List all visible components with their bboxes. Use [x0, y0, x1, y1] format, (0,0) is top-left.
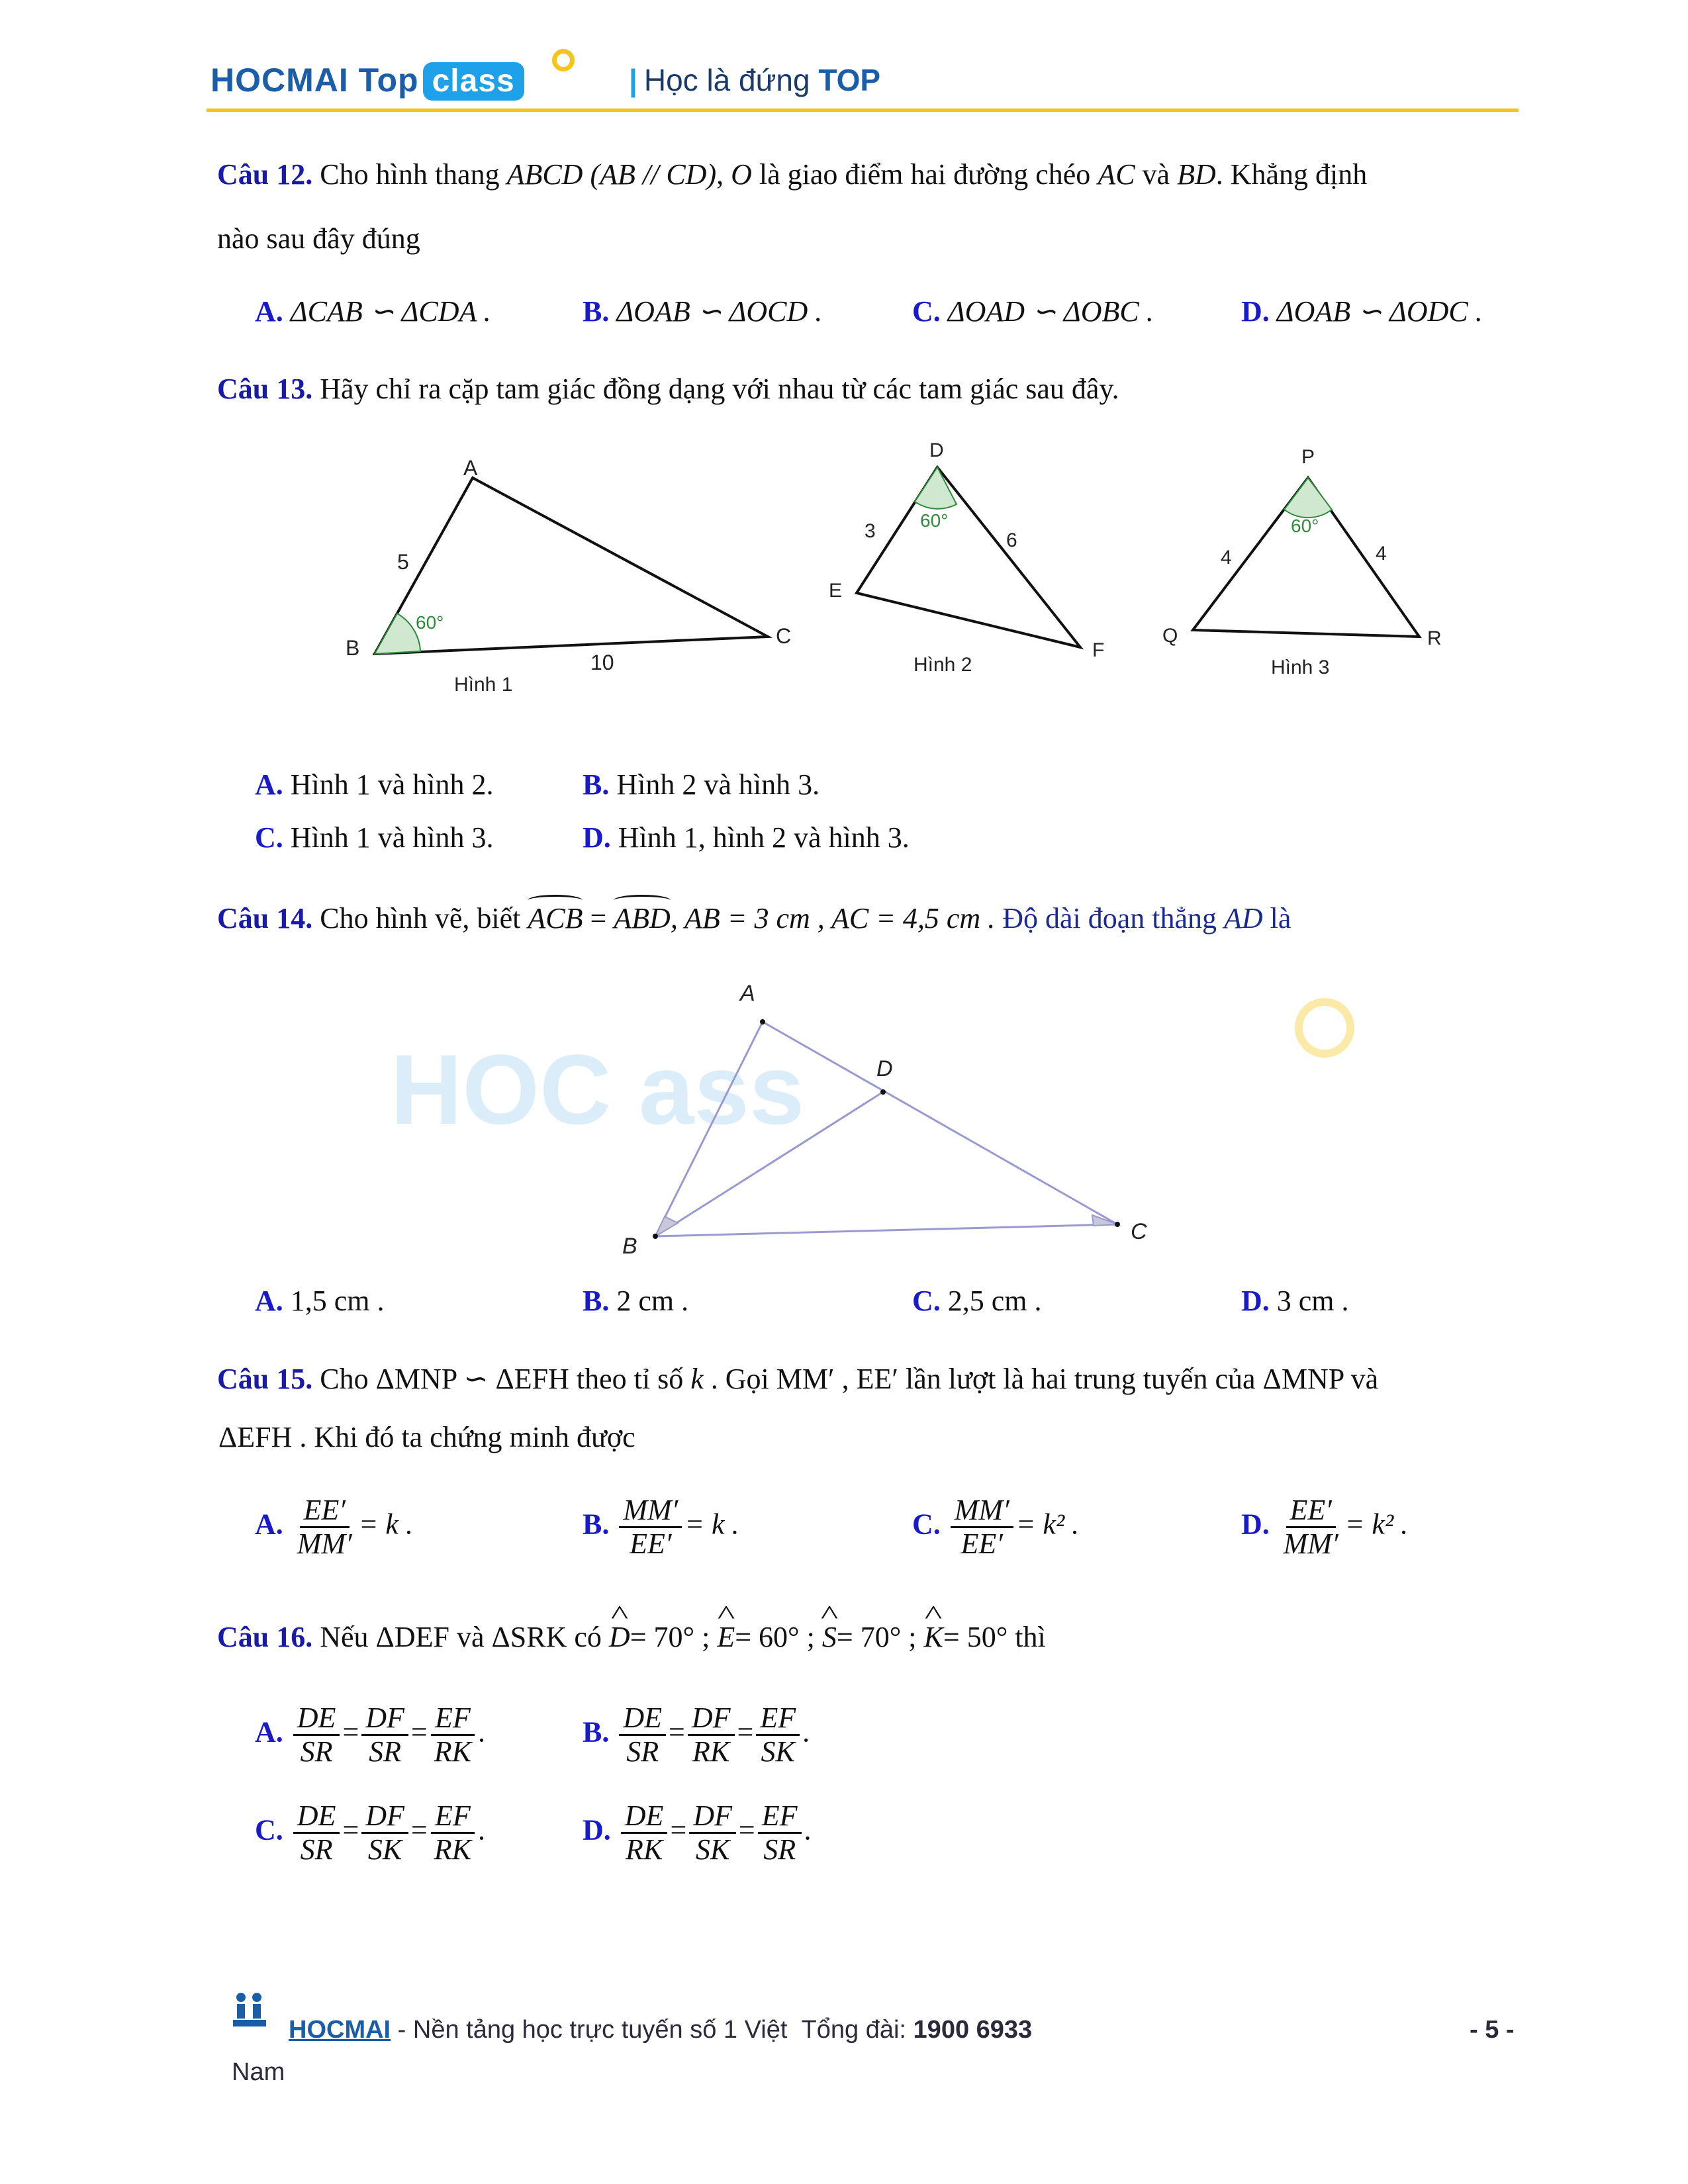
footer-logo-icon [232, 1991, 267, 2028]
watermark-sun-icon [1295, 998, 1354, 1058]
q16-angle-e: ^ E [717, 1619, 735, 1656]
q12-abcd: ABCD [506, 158, 583, 191]
fig1-label-c: C [776, 624, 792, 648]
point-d [880, 1089, 886, 1095]
footer-hotline: 1900 6933 [913, 2016, 1033, 2044]
q14-ad: AD [1224, 902, 1263, 934]
triangle-abc [655, 1022, 1117, 1236]
angle-d-marker [915, 467, 957, 509]
q14-label: Câu 14. [217, 902, 313, 934]
q12-paren: (AB // CD) [590, 158, 717, 191]
q14-option-c: C. 2,5 cm . [912, 1285, 1042, 1317]
q13-option-b: B. Hình 2 và hình 3. [583, 768, 820, 801]
tagline-highlight: TOP [818, 63, 881, 97]
footer-text: - Nền tảng học trực tuyến số 1 Việt [397, 2016, 788, 2044]
q16-label: Câu 16. [217, 1621, 313, 1653]
fig3-label-q: Q [1162, 625, 1178, 647]
q12-option-b: B. ΔOAB ∽ ΔOCD . [583, 295, 823, 328]
fig2-label-f: F [1092, 639, 1105, 661]
fig3-side-pq: 4 [1221, 547, 1232, 569]
figure-2 [829, 439, 1104, 676]
point-a [760, 1019, 765, 1024]
point-c [1115, 1222, 1120, 1227]
q15-k: k [690, 1363, 704, 1395]
point-b [653, 1234, 658, 1239]
q12-o: O [731, 158, 752, 191]
q13-option-d: D. Hình 1, hình 2 và hình 3. [583, 821, 910, 854]
logo-sun-icon [552, 49, 575, 71]
q14-angle-abd: ABD [614, 900, 671, 937]
angle-b-marker [375, 614, 420, 654]
q15-label: Câu 15. [217, 1363, 313, 1395]
q12-line2: nào sau đây đúng [217, 222, 420, 255]
fig14-label-a: A [740, 981, 755, 1006]
q16-text-b: thì [1015, 1621, 1046, 1653]
q15-option-c: C. $\frac{MM'}{EE'}$ = k² . [912, 1494, 1080, 1560]
fig3-caption: Hình 3 [1271, 657, 1330, 678]
fig1-label-a: A [463, 456, 478, 480]
q13-label: Câu 13. [217, 373, 313, 405]
q15-option-a: A. $\frac{EE'}{MM'}$ = k . [255, 1494, 413, 1560]
footer-hotline-label: Tổng đài: [801, 2016, 906, 2044]
q14-eq: = [590, 902, 607, 934]
figure-1 [346, 456, 791, 696]
fig2-angle: 60° [920, 510, 949, 531]
q12-and: và [1142, 158, 1170, 191]
q14-text-b: , AB = 3 cm , AC = 4,5 cm . [670, 902, 996, 934]
tagline-divider: | [629, 63, 637, 97]
q13-text: Hãy chỉ ra cặp tam giác đồng dạng với nhau từ các tam giác sau đây. [320, 373, 1119, 405]
q12-text-d: . Khẳng định [1215, 158, 1368, 191]
q15-line1 [217, 1361, 1378, 1398]
fig3-label-r: R [1427, 627, 1442, 649]
fig2-side-de: 3 [865, 520, 876, 542]
fig1-side-ab: 5 [397, 550, 409, 574]
q14-text-c: Độ dài đoạn thẳng [1002, 902, 1217, 934]
fig1-label-b: B [346, 636, 360, 660]
fig3-angle: 60° [1291, 516, 1319, 536]
segment-bd [655, 1092, 883, 1236]
q14-option-d: D. 3 cm . [1241, 1285, 1349, 1317]
fig2-side-df: 6 [1006, 529, 1017, 551]
q16-angle-s: ^ S [822, 1619, 837, 1656]
q16-option-c: C. $\frac{DE}{SR}$ = $\frac{DF}{SK}$ = $\frac{EF}{RK}$ . [255, 1799, 485, 1866]
q14-option-a: A. 1,5 cm . [255, 1285, 385, 1317]
q12-text-c: là giao điểm hai đường chéo [759, 158, 1091, 191]
logo-class: class [423, 62, 524, 101]
q12-line1 [217, 156, 1367, 193]
q16-option-a: A. $\frac{DE}{SR}$ = $\frac{DF}{SR}$ = $\frac{EF}{RK}$ . [255, 1702, 485, 1768]
fig1-side-bc: 10 [590, 651, 614, 674]
figure-3 [1162, 446, 1442, 678]
fig2-label-d: D [929, 439, 944, 461]
footer-line1 [289, 2016, 1032, 2044]
q15-option-b: B. $\frac{MM'}{EE'}$ = k . [583, 1494, 739, 1560]
q14-angle-acb: ACB [528, 900, 583, 937]
q16-angle-d: ^ D [609, 1619, 630, 1656]
triangle-def [857, 467, 1080, 647]
q12-ac: AC [1098, 158, 1135, 191]
q13-option-a: A. Hình 1 và hình 2. [255, 768, 494, 801]
q12-option-a: A. ΔCAB ∽ ΔCDA . [255, 295, 491, 328]
q12-text: Cho hình thang [320, 158, 500, 191]
fig2-label-e: E [829, 580, 843, 602]
q16-option-b: B. $\frac{DE}{SR}$ = $\frac{DF}{RK}$ = $\frac{EF}{SK}$ . [583, 1702, 810, 1768]
q14-question [217, 900, 1291, 937]
q16-text-a: Nếu ΔDEF và ΔSRK có [320, 1621, 602, 1653]
q14-option-b: B. 2 cm . [583, 1285, 689, 1317]
tagline-prefix: Học là đứng [643, 63, 810, 97]
q12-label: Câu 12. [217, 158, 313, 191]
fig14-label-b: B [622, 1234, 637, 1259]
fig3-label-p: P [1301, 446, 1315, 468]
q13-figures [318, 424, 1509, 715]
q14-figure [596, 979, 1192, 1271]
page-number: - 5 - [1470, 2016, 1515, 2044]
q14-text-a: Cho hình vẽ, biết [320, 902, 521, 934]
q15-text-b: . Gọi MM′ , EE′ lần lượt là hai trung tuyến của ΔMNP và [710, 1363, 1379, 1395]
footer-brand-link[interactable]: HOCMAI [289, 2016, 391, 2044]
q16-question: Câu 16. Nếu ΔDEF và ΔSRK có ^ D= 70° ; ^ E= 60° ; ^ S= 70° ; ^ K= 50° thì [217, 1619, 1046, 1656]
q15-option-d: D. $\frac{EE'}{MM'}$ = k² . [1241, 1494, 1409, 1560]
watermark: HOC ass [391, 1034, 805, 1145]
fig3-side-pr: 4 [1376, 543, 1387, 565]
q12-comma: , [716, 158, 724, 191]
q15-line2: ΔEFH . Khi đó ta chứng minh được [218, 1421, 635, 1453]
q16-option-d: D. $\frac{DE}{RK}$ = $\frac{DF}{SK}$ = $\frac{EF}{SR}$ . [583, 1799, 812, 1866]
fig14-label-d: D [876, 1056, 893, 1081]
angle-b-marker [655, 1216, 678, 1236]
fig1-caption: Hình 1 [454, 674, 513, 696]
q12-option-c: C. ΔOAD ∽ ΔOBC . [912, 295, 1154, 328]
q13-option-c: C. Hình 1 và hình 3. [255, 821, 494, 854]
fig2-caption: Hình 2 [914, 654, 972, 676]
q12-option-d: D. ΔOAB ∽ ΔODC . [1241, 295, 1483, 328]
q13-question [217, 371, 1119, 408]
q15-text-a: Cho ΔMNP ∽ ΔEFH theo tỉ số [320, 1363, 684, 1395]
logo-main: HOCMAI Top [211, 62, 419, 99]
fig14-label-c: C [1131, 1219, 1147, 1244]
footer-line2: Nam [232, 2058, 285, 2086]
header-logo [211, 61, 524, 101]
q14-text-d: là [1270, 902, 1291, 934]
header-divider [207, 109, 1519, 112]
fig1-angle: 60° [416, 612, 444, 633]
header-tagline [629, 62, 880, 98]
q12-bd: BD [1177, 158, 1216, 191]
q16-angle-k: ^ K [924, 1619, 943, 1656]
